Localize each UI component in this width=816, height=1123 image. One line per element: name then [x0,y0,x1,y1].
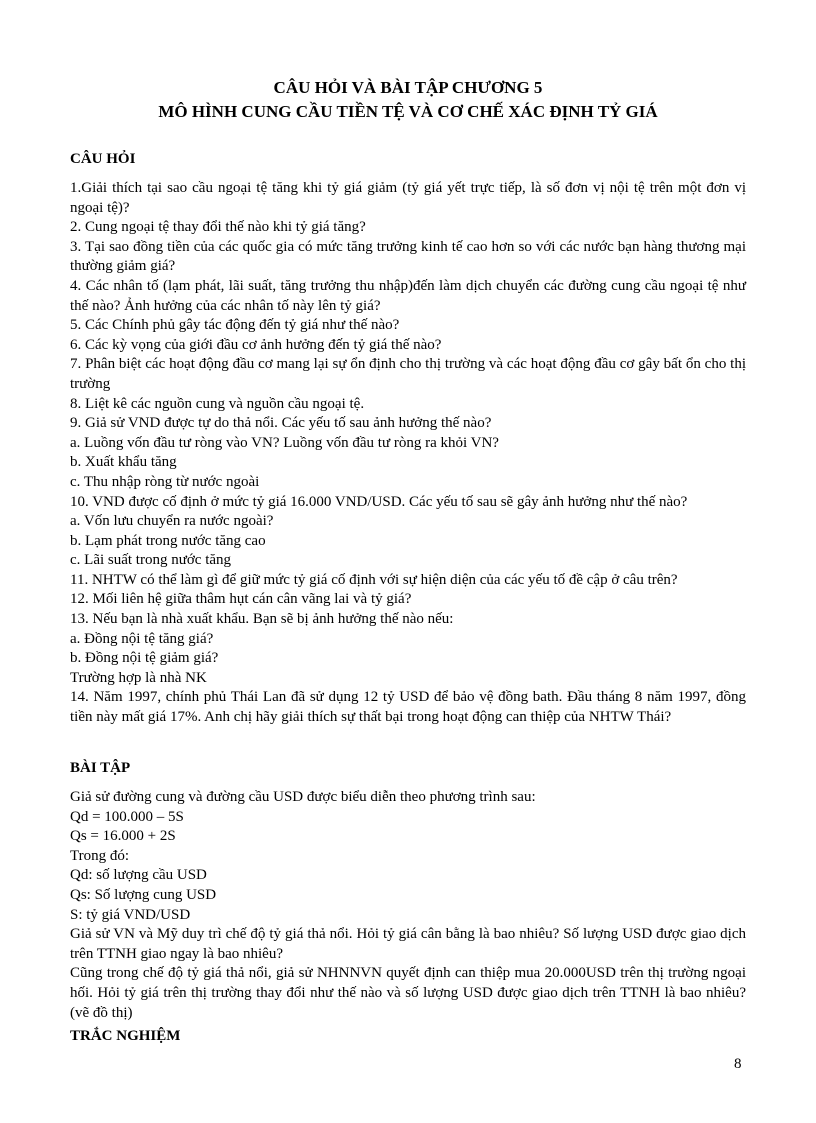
question-1: 1.Giải thích tại sao cầu ngoại tệ tăng khi tỷ giá giảm (tỷ giá yết trực tiếp, là số đơn vị nội tệ trên một đơn vị ngoại tệ)? [70,180,746,216]
exercise-part-1: Giả sử VN và Mỹ duy trì chế độ tỷ giá thả nổi. Hỏi tỷ giá cân bằng là bao nhiêu? Số lượng USD được giao dịch trên TTNH giao ngay là bao nhiêu? [70,926,746,962]
question-9c: c. Thu nhập ròng từ nước ngoài [70,473,260,490]
demand-equation: Qd = 100.000 – 5S [70,808,184,825]
question-10b: b. Lạm phát trong nước tăng cao [70,532,266,549]
question-9a: a. Luồng vốn đầu tư ròng vào VN? Luồng vốn đầu tư ròng ra khỏi VN? [70,434,499,451]
qd-definition: Qd: số lượng cầu USD [70,867,207,884]
title-line-1: CÂU HỎI VÀ BÀI TẬP CHƯƠNG 5 [273,78,543,97]
question-13b: b. Đồng nội tệ giảm giá? [70,650,219,667]
exercises-body [70,788,746,1023]
question-13a: a. Đồng nội tệ tăng giá? [70,630,214,647]
question-5: 5. Các Chính phủ gây tác động đến tỷ giá như thế nào? [70,317,400,334]
question-10a: a. Vốn lưu chuyển ra nước ngoài? [70,513,274,530]
exercise-part-2: Cũng trong chế độ tỷ giá thả nổi, giả sử NHNNVN quyết định can thiệp mua 20.000USD trên thị trường ngoại hối. Hỏi tỷ giá trên thị trường thay đổi như thế nào và số lượng USD được giao dịch trên TTNH là bao nhiêu? (vẽ đồ thị) [70,965,746,1021]
questions-heading: CÂU HỎI [70,151,136,167]
question-12: 12. Mối liên hệ giữa thâm hụt cán cân vãng lai và tỷ giá? [70,591,412,608]
question-14: 14. Năm 1997, chính phủ Thái Lan đã sử dụng 12 tỷ USD để bảo vệ đồng bath. Đầu tháng 8 năm 1997, đồng tiền này mất giá 17%. Anh chị hãy giải thích sự thất bại trong hoạt động can thiệp của NHTW Thái? [70,689,746,726]
qs-definition: Qs: Số lượng cung USD [70,886,217,903]
question-9b: b. Xuất khẩu tăng [70,454,177,471]
questions-list [70,179,746,728]
question-10: 10. VND được cố định ở mức tỷ giá 16.000 VND/USD. Các yếu tố sau sẽ gây ảnh hưởng như thế nào? [70,493,688,510]
where-label: Trong đó: [70,847,130,864]
question-10c: c. Lãi suất trong nước tăng [70,552,232,569]
multiple-choice-heading: TRẮC NGHIỆM [70,1028,181,1044]
supply-equation: Qs = 16.000 + 2S [70,828,176,845]
title-line-2: MÔ HÌNH CUNG CẦU TIỀN TỆ VÀ CƠ CHẾ XÁC ĐỊNH TỶ GIÁ [158,102,658,121]
question-8: 8. Liệt kê các nguồn cung và nguồn cầu ngoại tệ. [70,395,365,412]
exercise-intro: Giả sử đường cung và đường cầu USD được biểu diễn theo phương trình sau: [70,789,536,805]
question-7: 7. Phân biệt các hoạt động đầu cơ mang lại sự ổn định cho thị trường và các hoạt động đầu cơ gây bất ổn cho thị trường [70,356,746,392]
question-9: 9. Giả sử VND được tự do thả nổi. Các yếu tố sau ảnh hưởng thế nào? [70,415,492,432]
question-11: 11. NHTW có thể làm gì để giữ mức tỷ giá cố định với sự hiện diện của các yếu tố đề cập ở câu trên? [70,571,678,588]
s-definition: S: tỷ giá VND/USD [70,906,191,923]
question-3: 3. Tại sao đồng tiền của các quốc gia có mức tăng trưởng kinh tế cao hơn so với các nước bạn hàng thương mại thường giảm giá? [70,238,746,275]
page-number: 8 [734,1056,742,1072]
question-13c: Trường hợp là nhà NK [70,669,207,686]
question-4: 4. Các nhân tố (lạm phát, lãi suất, tăng trưởng thu nhập)đến làm dịch chuyển các đường cung cầu ngoại tệ như thế nào? Ảnh hưởng của các nhân tố này lên tỷ giá? [70,277,746,314]
question-13: 13. Nếu bạn là nhà xuất khẩu. Bạn sẽ bị ảnh hưởng thế nào nếu: [70,611,454,628]
question-6: 6. Các kỳ vọng của giới đầu cơ ảnh hưởng đến tỷ giá thế nào? [70,336,442,353]
question-2: 2. Cung ngoại tệ thay đổi thế nào khi tỷ giá tăng? [70,219,366,236]
exercises-heading: BÀI TẬP [70,760,131,776]
